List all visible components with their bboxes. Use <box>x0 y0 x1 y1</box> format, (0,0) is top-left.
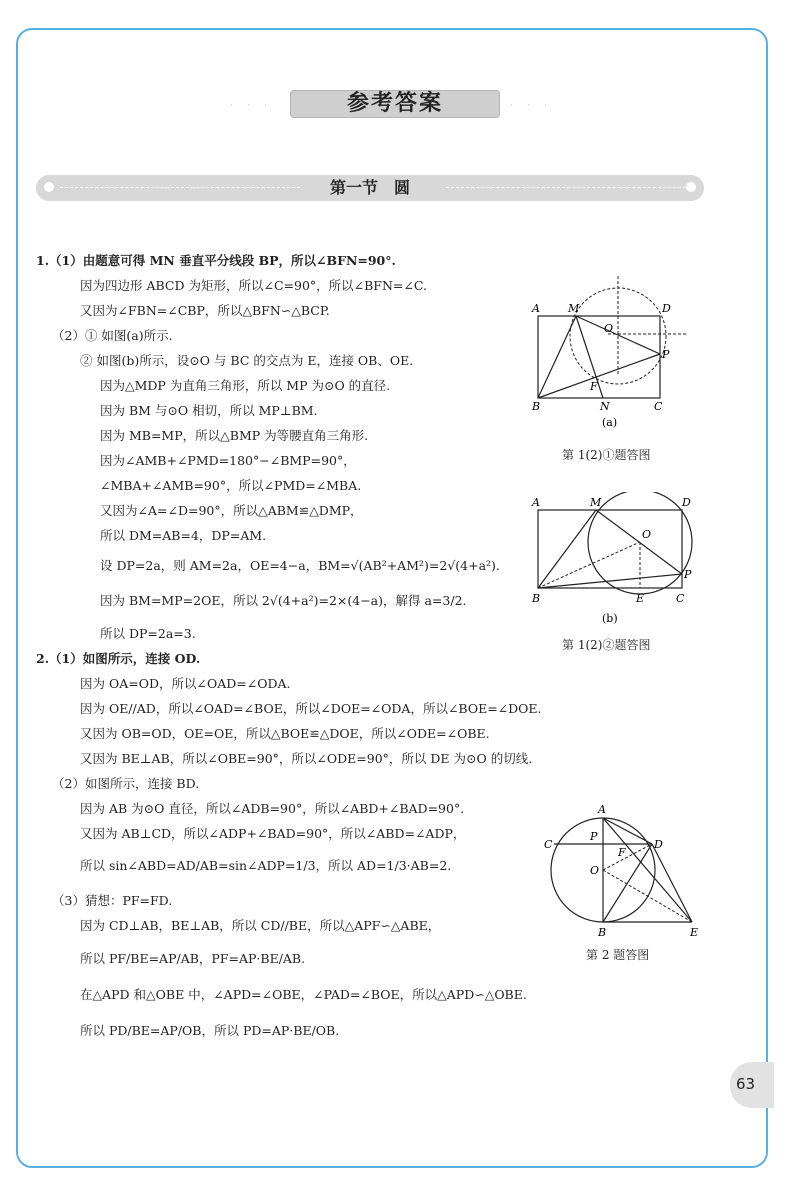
answer-line-21: （2）如图所示，连接 BD. <box>52 776 200 791</box>
label-F: F <box>618 846 626 859</box>
label-B: B <box>532 400 541 413</box>
answer-line-15: 所以 DP=2a=3. <box>100 626 196 641</box>
label-M: M <box>590 496 602 509</box>
decor-dots-left: · · · <box>230 101 273 110</box>
answer-line-28: 在△APD 和△OBE 中，∠APD=∠OBE，∠PAD=∠BOE，所以△APD∽△OBE. <box>80 987 527 1002</box>
figure-a <box>528 266 698 431</box>
answer-line-18: 因为 OE//AD，所以∠OAD=∠BOE，所以∠DOE=∠ODA，所以∠BOE=∠DOE. <box>80 701 542 716</box>
figure-b-caption: 第 1(2)②题答图 <box>562 638 651 652</box>
answer-line-24: 所以 sin∠ABD=AD/AB=sin∠ADP=1/3，所以 AD=1/3·AB=2. <box>80 858 452 873</box>
label-C: C <box>654 400 663 413</box>
answer-line-27: 所以 PF/BE=AP/AB，PF=AP·BE/AB. <box>80 951 306 966</box>
answer-line-11: 又因为∠A=∠D=90°，所以△ABM≌△DMP， <box>100 503 363 518</box>
label-D: D <box>662 302 671 315</box>
label-O: O <box>642 528 652 541</box>
answer-line-25: （3）猜想：PF=FD. <box>52 893 173 908</box>
label-C: C <box>676 592 685 605</box>
section-bar <box>36 175 704 201</box>
label-A: A <box>598 803 606 816</box>
figure-b-sub: (b) <box>602 612 618 625</box>
figure-b <box>528 492 698 632</box>
label-O: O <box>604 322 614 335</box>
label-E: E <box>636 592 645 605</box>
section-bar-hole-right <box>686 182 696 192</box>
label-D: D <box>682 496 691 509</box>
page-number: 63 <box>736 1075 756 1093</box>
figure-a-caption: 第 1(2)①题答图 <box>562 448 651 462</box>
page-number-tab <box>730 1062 774 1108</box>
answer-line-8: 因为 MB=MP，所以△BMP 为等腰直角三角形. <box>100 428 369 443</box>
answer-line-23: 又因为 AB⊥CD，所以∠ADP+∠BAD=90°，所以∠ABD=∠ADP， <box>80 826 466 841</box>
label-C: C <box>544 838 553 851</box>
title-banner <box>230 86 560 120</box>
label-O: O <box>590 864 600 877</box>
answer-line-7: 因为 BM 与⊙O 相切，所以 MP⊥BM. <box>100 403 318 418</box>
answer-line-22: 因为 AB 为⊙O 直径，所以∠ADB=90°，所以∠ABD+∠BAD=90°. <box>80 801 465 816</box>
label-A: A <box>532 496 540 509</box>
answer-line-3: 又因为∠FBN=∠CBP，所以△BFN∽△BCP. <box>80 303 330 318</box>
answer-line-12: 所以 DM=AB=4，DP=AM. <box>100 528 267 543</box>
answer-line-10: ∠MBA+∠AMB=90°，所以∠PMD=∠MBA. <box>100 478 362 493</box>
page-title: 参考答案 <box>346 91 443 116</box>
section-title: 第一节 圆 <box>329 178 410 197</box>
figure-a-sub: (a) <box>602 416 618 429</box>
section-bar-dash-right <box>446 187 686 188</box>
answer-line-14: 因为 BM=MP=2OE，所以 2√(4+a²)=2×(4−a)，解得 a=3/2. <box>100 593 467 608</box>
label-B: B <box>598 926 607 939</box>
label-P: P <box>590 830 598 843</box>
answer-line-16: 2.（1）如图所示，连接 OD. <box>36 651 201 666</box>
answer-line-17: 因为 OA=OD，所以∠OAD=∠ODA. <box>80 676 291 691</box>
answer-line-19: 又因为 OB=OD，OE=OE，所以△BOE≌△DOE，所以∠ODE=∠OBE. <box>80 726 490 741</box>
answer-line-26: 因为 CD⊥AB，BE⊥AB，所以 CD//BE，所以△APF∽△ABE， <box>80 918 441 933</box>
answer-line-2: 因为四边形 ABCD 为矩形，所以∠C=90°，所以∠BFN=∠C. <box>80 278 427 293</box>
answer-line-9: 因为∠AMB+∠PMD=180°−∠BMP=90°， <box>100 453 356 468</box>
answer-line-4: （2）① 如图(a)所示. <box>52 328 173 343</box>
answer-line-6: 因为△MDP 为直角三角形，所以 MP 为⊙O 的直径. <box>100 378 391 393</box>
label-P: P <box>662 348 670 361</box>
label-B: B <box>532 592 541 605</box>
decor-dots-right: · · · <box>510 101 553 110</box>
label-D: D <box>654 838 663 851</box>
figure-c <box>540 800 710 940</box>
label-F: F <box>590 380 598 393</box>
answer-line-13: 设 DP=2a，则 AM=2a，OE=4−a，BM=√(AB²+AM²)=2√(4+a²). <box>100 558 500 573</box>
label-P: P <box>684 568 692 581</box>
answer-line-1: 1.（1）由题意可得 MN 垂直平分线段 BP，所以∠BFN=90°. <box>36 253 396 268</box>
label-N: N <box>600 400 610 413</box>
answer-line-20: 又因为 BE⊥AB，所以∠OBE=90°，所以∠ODE=90°，所以 DE 为⊙O 的切线. <box>80 751 533 766</box>
answer-line-5: ② 如图(b)所示，设⊙O 与 BC 的交点为 E，连接 OB、OE. <box>80 353 414 368</box>
label-A: A <box>532 302 540 315</box>
figure-c-caption: 第 2 题答图 <box>586 948 650 962</box>
answer-line-29: 所以 PD/BE=AP/OB，所以 PD=AP·BE/OB. <box>80 1023 340 1038</box>
label-E: E <box>690 926 699 939</box>
label-M: M <box>568 302 580 315</box>
